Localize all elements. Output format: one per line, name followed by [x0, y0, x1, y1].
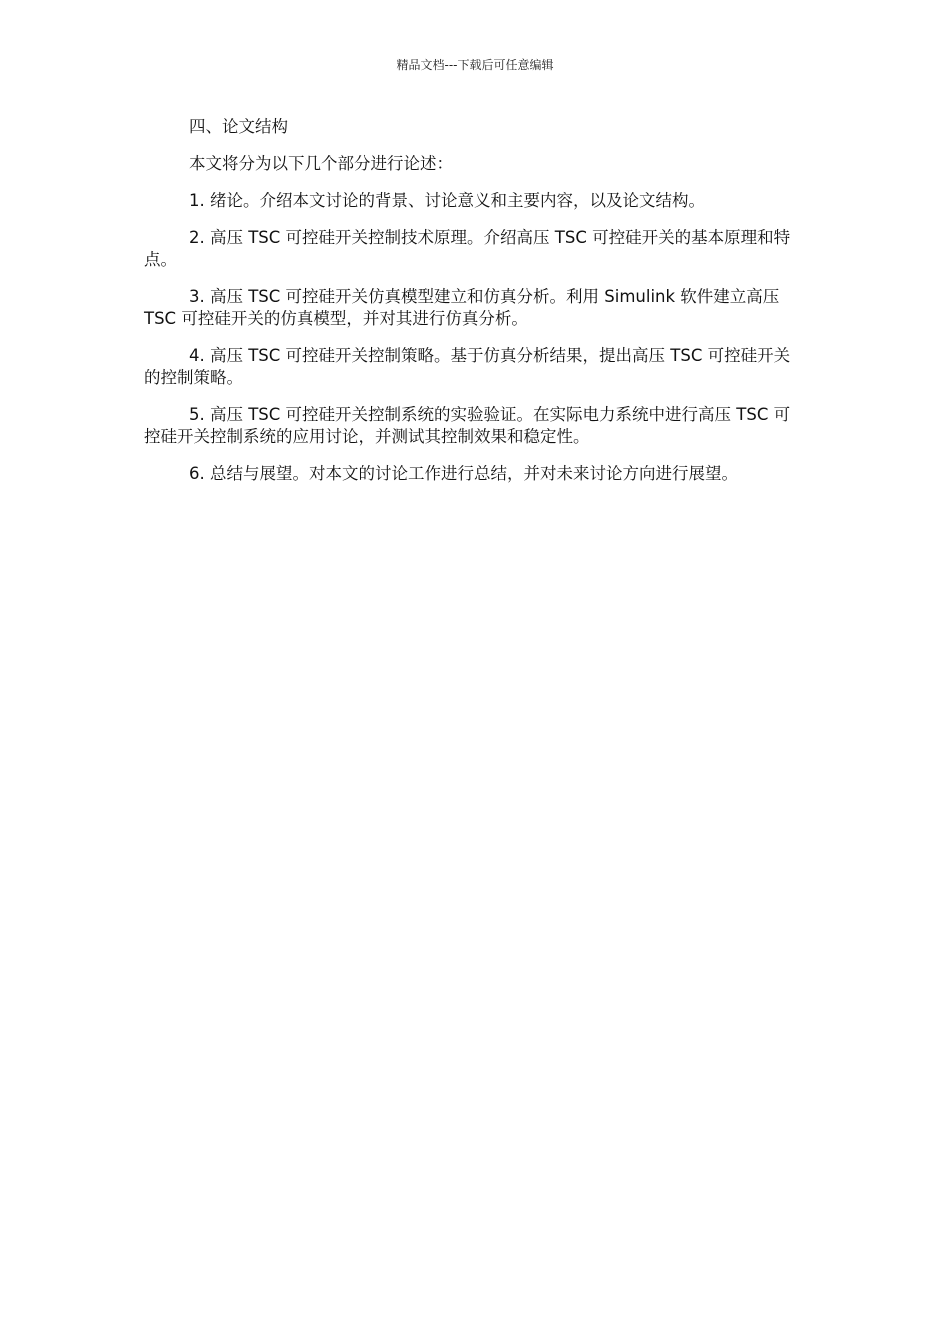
list-item-4: 4. 高压 TSC 可控硅开关控制策略。基于仿真分析结果，提出高压 TSC 可控硅开关的控制策略。 [144, 346, 791, 387]
list-item-1: 1. 绪论。介绍本文讨论的背景、讨论意义和主要内容，以及论文结构。 [189, 191, 705, 210]
list-item-5: 5. 高压 TSC 可控硅开关控制系统的实验验证。在实际电力系统中进行高压 TSC 可控硅开关控制系统的应用讨论，并测试其控制效果和稳定性。 [144, 405, 791, 446]
page-header: 精品文档---下载后可任意编辑 [396, 58, 554, 72]
section-heading: 四、论文结构 [189, 117, 288, 136]
list-item-2: 2. 高压 TSC 可控硅开关控制技术原理。介绍高压 TSC 可控硅开关的基本原理和特点。 [144, 228, 791, 269]
list-item-6: 6. 总结与展望。对本文的讨论工作进行总结，并对未来讨论方向进行展望。 [189, 464, 738, 483]
section-intro: 本文将分为以下几个部分进行论述： [189, 154, 453, 173]
document-body [144, 116, 806, 500]
list-item-3: 3. 高压 TSC 可控硅开关仿真模型建立和仿真分析。利用 Simulink 软件建立高压 TSC 可控硅开关的仿真模型，并对其进行仿真分析。 [144, 287, 780, 328]
